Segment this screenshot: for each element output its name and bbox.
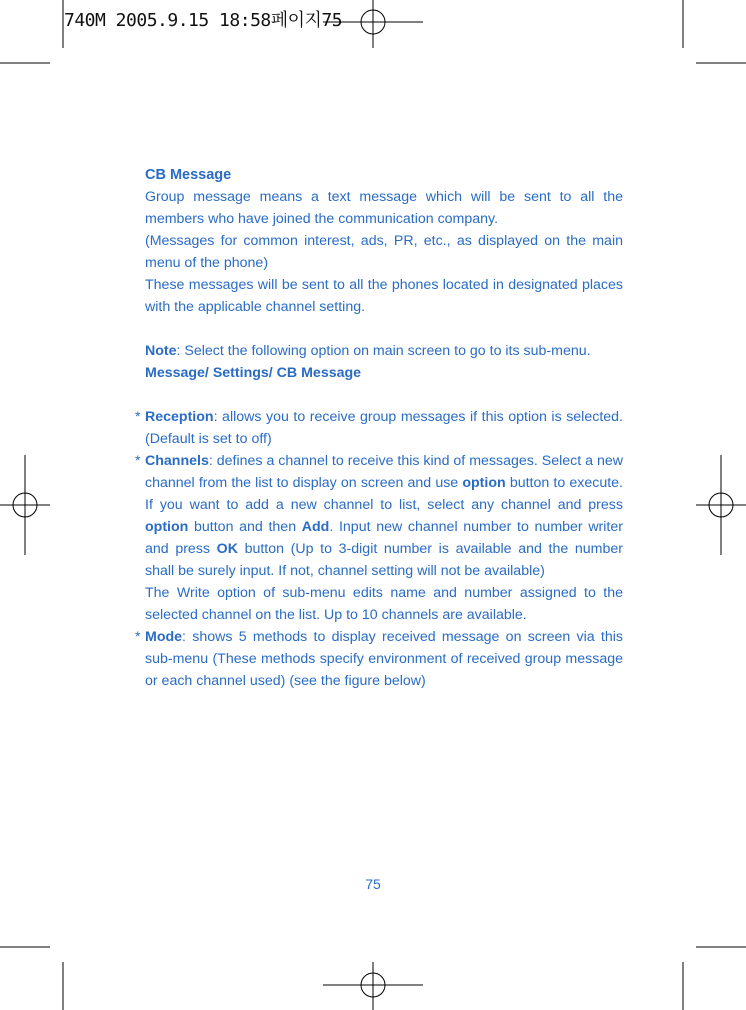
- bullet-star: *: [135, 453, 141, 469]
- reception-label: Reception: [145, 409, 214, 425]
- registration-mark-top: [323, 0, 423, 48]
- reception-text: : allows you to receive group messages if this option is selected.(Default is set to off): [145, 409, 623, 447]
- registration-mark-bottom: [323, 962, 423, 1010]
- channels-subnote: The Write option of sub-menu edits name and number assigned to the selected channel on the list. Up to 10 channels are available.: [145, 585, 623, 623]
- registration-mark-right: [696, 455, 746, 555]
- note-text: : Select the following option on main screen to go to its sub-menu.: [176, 343, 591, 359]
- examples-paragraph: (Messages for common interest, ads, PR, etc., as displayed on the main menu of the phone): [145, 233, 623, 271]
- list-item-reception: [135, 406, 623, 450]
- ok-keyword: OK: [216, 541, 238, 557]
- bullet-star: *: [135, 409, 141, 425]
- list-item-channels: * Channels: defines a channel to receive this kind of messages. Select a new channel from the list to display on screen and use option button to execute. If you want to add a new channel to list, select any channel and press option button and then Add. Input new channel number to number writer and press OK button (Up to 3-digit number is available and the number shall be surely input. If not, channel setting will not be available): [145, 450, 623, 582]
- delivery-paragraph: These messages will be sent to all the phones located in designated places with the applicable channel setting.: [145, 277, 623, 315]
- bullet-star: *: [135, 629, 141, 645]
- list-item-mode: [135, 626, 623, 692]
- menu-path: Message/ Settings/ CB Message: [145, 365, 362, 381]
- add-keyword: Add: [301, 519, 330, 535]
- page-number: 75: [365, 876, 381, 892]
- note-paragraph: [145, 340, 623, 362]
- note-label: Note: [145, 343, 177, 359]
- mode-label: Mode: [145, 629, 183, 645]
- page-content: [135, 164, 623, 692]
- option-keyword: option: [145, 519, 189, 535]
- section-title: CB Message: [145, 167, 232, 183]
- print-slug: 740M 2005.9.15 18:58페이지75: [64, 10, 343, 31]
- option-keyword: option: [462, 475, 506, 491]
- channels-label: Channels: [145, 453, 209, 469]
- intro-paragraph: Group message means a text message which will be sent to all the members who have joined the communication company.: [145, 189, 623, 227]
- mode-text: : shows 5 methods to display received message on screen via this sub-menu (These methods specify environment of received group message or each channel used) (see the figure below): [145, 629, 623, 689]
- registration-mark-left: [0, 455, 50, 555]
